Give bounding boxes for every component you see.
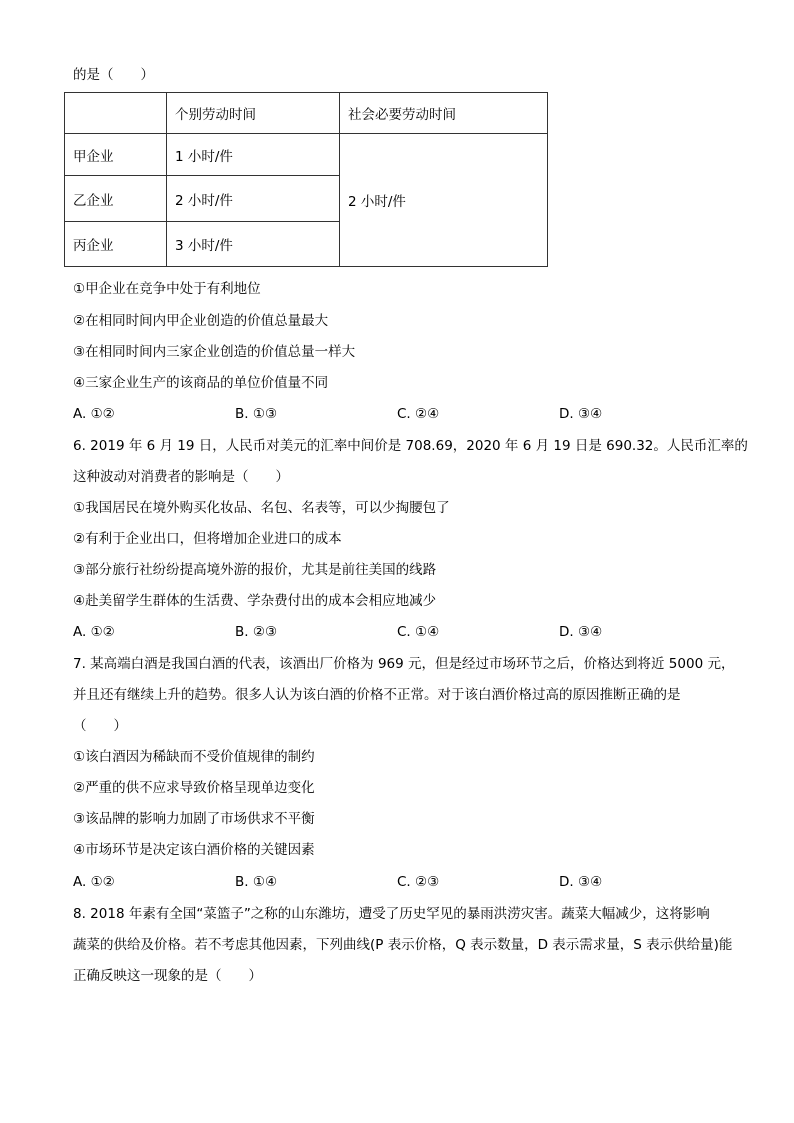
q5-statement: ①甲企业在竞争中处于有利地位 bbox=[73, 281, 261, 297]
q7-statement: ④市场环节是决定该白酒价格的关键因素 bbox=[73, 842, 315, 858]
q7-statement: ②严重的供不应求导致价格呈现单边变化 bbox=[73, 780, 315, 796]
q5-options bbox=[73, 405, 673, 423]
q6-statement: ④赴美留学生群体的生活费、学杂费付出的成本会相应地减少 bbox=[73, 593, 437, 609]
enterprise-name: 乙企业 bbox=[65, 176, 167, 222]
q7-stem: 并且还有继续上升的趋势。很多人认为该白酒的价格不正常。对于该白酒价格过高的原因推断正确的是 bbox=[73, 687, 681, 703]
q6-option-b[interactable]: B. ②③ bbox=[235, 624, 278, 640]
q7-option-c[interactable]: C. ②③ bbox=[397, 874, 440, 890]
q7-option-a[interactable]: A. ①② bbox=[73, 874, 115, 890]
q8-stem: 正确反映这一现象的是（ ） bbox=[73, 968, 262, 984]
social-time: 2 小时/件 bbox=[340, 134, 548, 267]
q6-stem: 6. 2019 年 6 月 19 日，人民币对美元的汇率中间价是 708.69，2020 年 6 月 19 日是 690.32。人民币汇率的 bbox=[73, 438, 748, 454]
q6-option-c[interactable]: C. ①④ bbox=[397, 624, 440, 640]
q5-option-c[interactable]: C. ②④ bbox=[397, 406, 440, 422]
q6-options bbox=[73, 623, 673, 641]
q5-option-d[interactable]: D. ③④ bbox=[559, 406, 603, 422]
enterprise-name: 丙企业 bbox=[65, 222, 167, 267]
table-header-social: 社会必要劳动时间 bbox=[340, 93, 548, 134]
q5-option-a[interactable]: A. ①② bbox=[73, 406, 115, 422]
q7-option-b[interactable]: B. ①④ bbox=[235, 874, 278, 890]
q6-stem: 这种波动对消费者的影响是（ ） bbox=[73, 469, 289, 485]
table-header-row bbox=[65, 93, 548, 134]
individual-time: 2 小时/件 bbox=[167, 176, 340, 222]
q7-option-d[interactable]: D. ③④ bbox=[559, 874, 603, 890]
q7-stem: （ ） bbox=[73, 718, 127, 734]
q6-statement: ①我国居民在境外购买化妆品、名包、名表等，可以少掏腰包了 bbox=[73, 500, 450, 516]
q7-stem: 7. 某高端白酒是我国白酒的代表，该酒出厂价格为 969 元，但是经过市场环节之后，价格达到将近 5000 元， bbox=[73, 656, 735, 672]
q7-statement: ①该白酒因为稀缺而不受价值规律的制约 bbox=[73, 749, 315, 765]
q6-option-a[interactable]: A. ①② bbox=[73, 624, 115, 640]
q5-statement: ④三家企业生产的该商品的单位价值量不同 bbox=[73, 375, 329, 391]
q5-stem-tail: 的是（ ） bbox=[73, 67, 154, 83]
q7-statement: ③该品牌的影响力加剧了市场供求不平衡 bbox=[73, 811, 315, 827]
table-header-empty bbox=[65, 93, 167, 134]
q6-option-d[interactable]: D. ③④ bbox=[559, 624, 603, 640]
individual-time: 1 小时/件 bbox=[167, 134, 340, 176]
q5-statement: ③在相同时间内三家企业创造的价值总量一样大 bbox=[73, 344, 356, 360]
labor-time-table bbox=[64, 92, 548, 267]
individual-time: 3 小时/件 bbox=[167, 222, 340, 267]
q8-stem: 8. 2018 年素有全国“菜篮子”之称的山东潍坊，遭受了历史罕见的暴雨洪涝灾害。蔬菜大幅减少，这将影响 bbox=[73, 906, 710, 922]
table-row bbox=[65, 134, 548, 176]
q5-option-b[interactable]: B. ①③ bbox=[235, 406, 278, 422]
q7-options bbox=[73, 873, 673, 891]
table-header-individual: 个别劳动时间 bbox=[167, 93, 340, 134]
q5-statement: ②在相同时间内甲企业创造的价值总量最大 bbox=[73, 313, 329, 329]
q8-stem: 蔬菜的供给及价格。若不考虑其他因素，下列曲线(P 表示价格，Q 表示数量，D 表示需求量，S 表示供给量)能 bbox=[73, 937, 733, 953]
q6-statement: ②有利于企业出口，但将增加企业进口的成本 bbox=[73, 531, 342, 547]
enterprise-name: 甲企业 bbox=[65, 134, 167, 176]
q6-statement: ③部分旅行社纷纷提高境外游的报价，尤其是前往美国的线路 bbox=[73, 562, 437, 578]
